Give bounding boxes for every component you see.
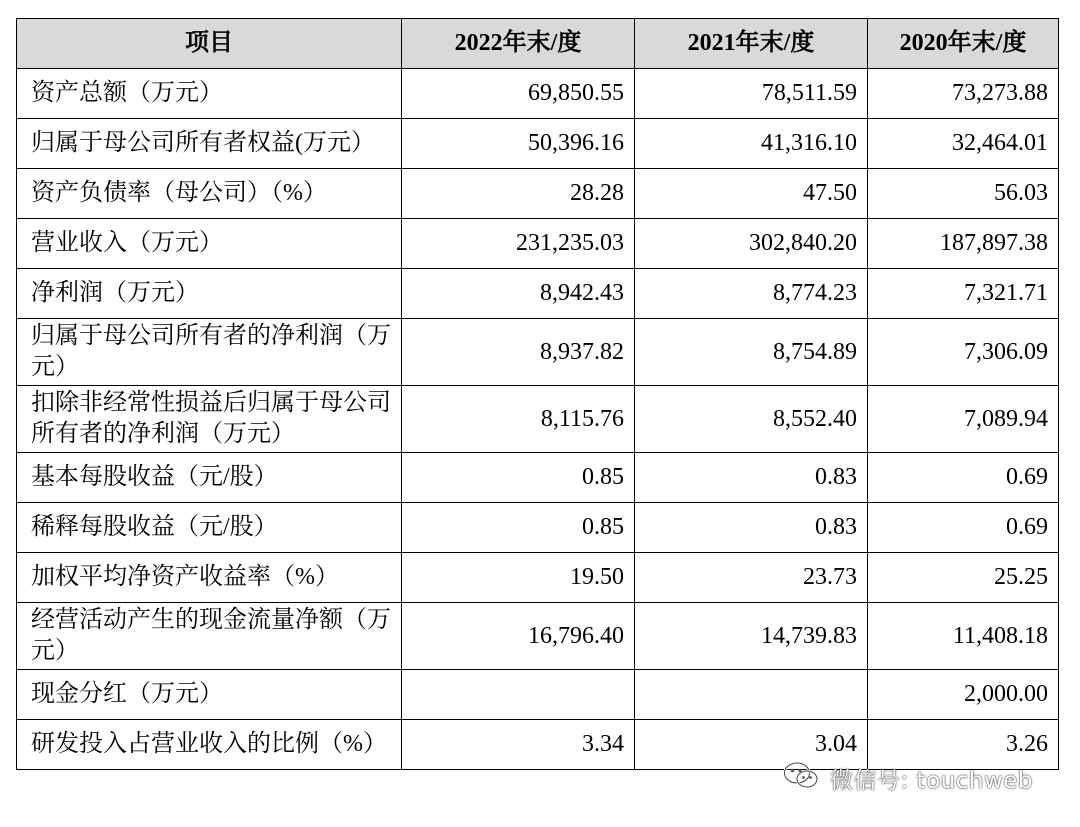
value-2022: 0.85 (402, 503, 635, 553)
value-2022: 28.28 (402, 169, 635, 219)
table-row (17, 453, 1059, 503)
value-2020: 2,000.00 (868, 670, 1059, 720)
value-2020: 7,321.71 (868, 269, 1059, 319)
header-2022: 2022年末/度 (402, 19, 635, 69)
value-2021: 8,552.40 (635, 386, 868, 453)
table-row (17, 119, 1059, 169)
wechat-icon (782, 760, 822, 797)
table-row (17, 319, 1059, 386)
table-row (17, 670, 1059, 720)
value-2020: 32,464.01 (868, 119, 1059, 169)
header-row (17, 19, 1059, 69)
table-row (17, 553, 1059, 603)
table-row (17, 386, 1059, 453)
value-2020: 7,089.94 (868, 386, 1059, 453)
row-label: 加权平均净资产收益率（%） (17, 553, 402, 603)
row-label: 研发投入占营业收入的比例（%） (17, 720, 402, 770)
row-label: 归属于母公司所有者权益(万元） (17, 119, 402, 169)
value-2022: 8,942.43 (402, 269, 635, 319)
value-2021 (635, 670, 868, 720)
table-row (17, 503, 1059, 553)
value-2020: 7,306.09 (868, 319, 1059, 386)
value-2021: 0.83 (635, 503, 868, 553)
value-2020: 11,408.18 (868, 603, 1059, 670)
row-label: 净利润（万元） (17, 269, 402, 319)
row-label: 现金分红（万元） (17, 670, 402, 720)
value-2021: 23.73 (635, 553, 868, 603)
table-row (17, 169, 1059, 219)
value-2022: 0.85 (402, 453, 635, 503)
financial-summary-table (16, 18, 1059, 770)
row-label: 经营活动产生的现金流量净额（万元） (17, 603, 402, 670)
value-2021: 47.50 (635, 169, 868, 219)
row-label: 资产总额（万元） (17, 69, 402, 119)
table-row (17, 219, 1059, 269)
header-2021: 2021年末/度 (635, 19, 868, 69)
wechat-watermark (782, 758, 1072, 798)
value-2021: 8,774.23 (635, 269, 868, 319)
header-2020: 2020年末/度 (868, 19, 1059, 69)
value-2022: 8,115.76 (402, 386, 635, 453)
value-2022: 19.50 (402, 553, 635, 603)
value-2021: 302,840.20 (635, 219, 868, 269)
value-2021: 41,316.10 (635, 119, 868, 169)
watermark-text: 微信号: touchweb (830, 767, 1034, 794)
value-2022: 50,396.16 (402, 119, 635, 169)
value-2020: 3.26 (868, 720, 1059, 770)
row-label: 营业收入（万元） (17, 219, 402, 269)
table-row (17, 269, 1059, 319)
row-label: 基本每股收益（元/股） (17, 453, 402, 503)
value-2022 (402, 670, 635, 720)
table-row (17, 69, 1059, 119)
value-2021: 0.83 (635, 453, 868, 503)
value-2022: 231,235.03 (402, 219, 635, 269)
row-label: 扣除非经常性损益后归属于母公司所有者的净利润（万元） (17, 386, 402, 453)
value-2022: 16,796.40 (402, 603, 635, 670)
table-row (17, 603, 1059, 670)
value-2020: 25.25 (868, 553, 1059, 603)
value-2020: 0.69 (868, 503, 1059, 553)
value-2022: 8,937.82 (402, 319, 635, 386)
value-2021: 14,739.83 (635, 603, 868, 670)
value-2020: 73,273.88 (868, 69, 1059, 119)
row-label: 稀释每股收益（元/股） (17, 503, 402, 553)
row-label: 资产负债率（母公司）（%） (17, 169, 402, 219)
value-2020: 187,897.38 (868, 219, 1059, 269)
value-2020: 56.03 (868, 169, 1059, 219)
value-2020: 0.69 (868, 453, 1059, 503)
value-2021: 3.04 (635, 720, 868, 770)
value-2022: 69,850.55 (402, 69, 635, 119)
row-label: 归属于母公司所有者的净利润（万元） (17, 319, 402, 386)
value-2021: 78,511.59 (635, 69, 868, 119)
value-2022: 3.34 (402, 720, 635, 770)
value-2021: 8,754.89 (635, 319, 868, 386)
header-item: 项目 (17, 19, 402, 69)
